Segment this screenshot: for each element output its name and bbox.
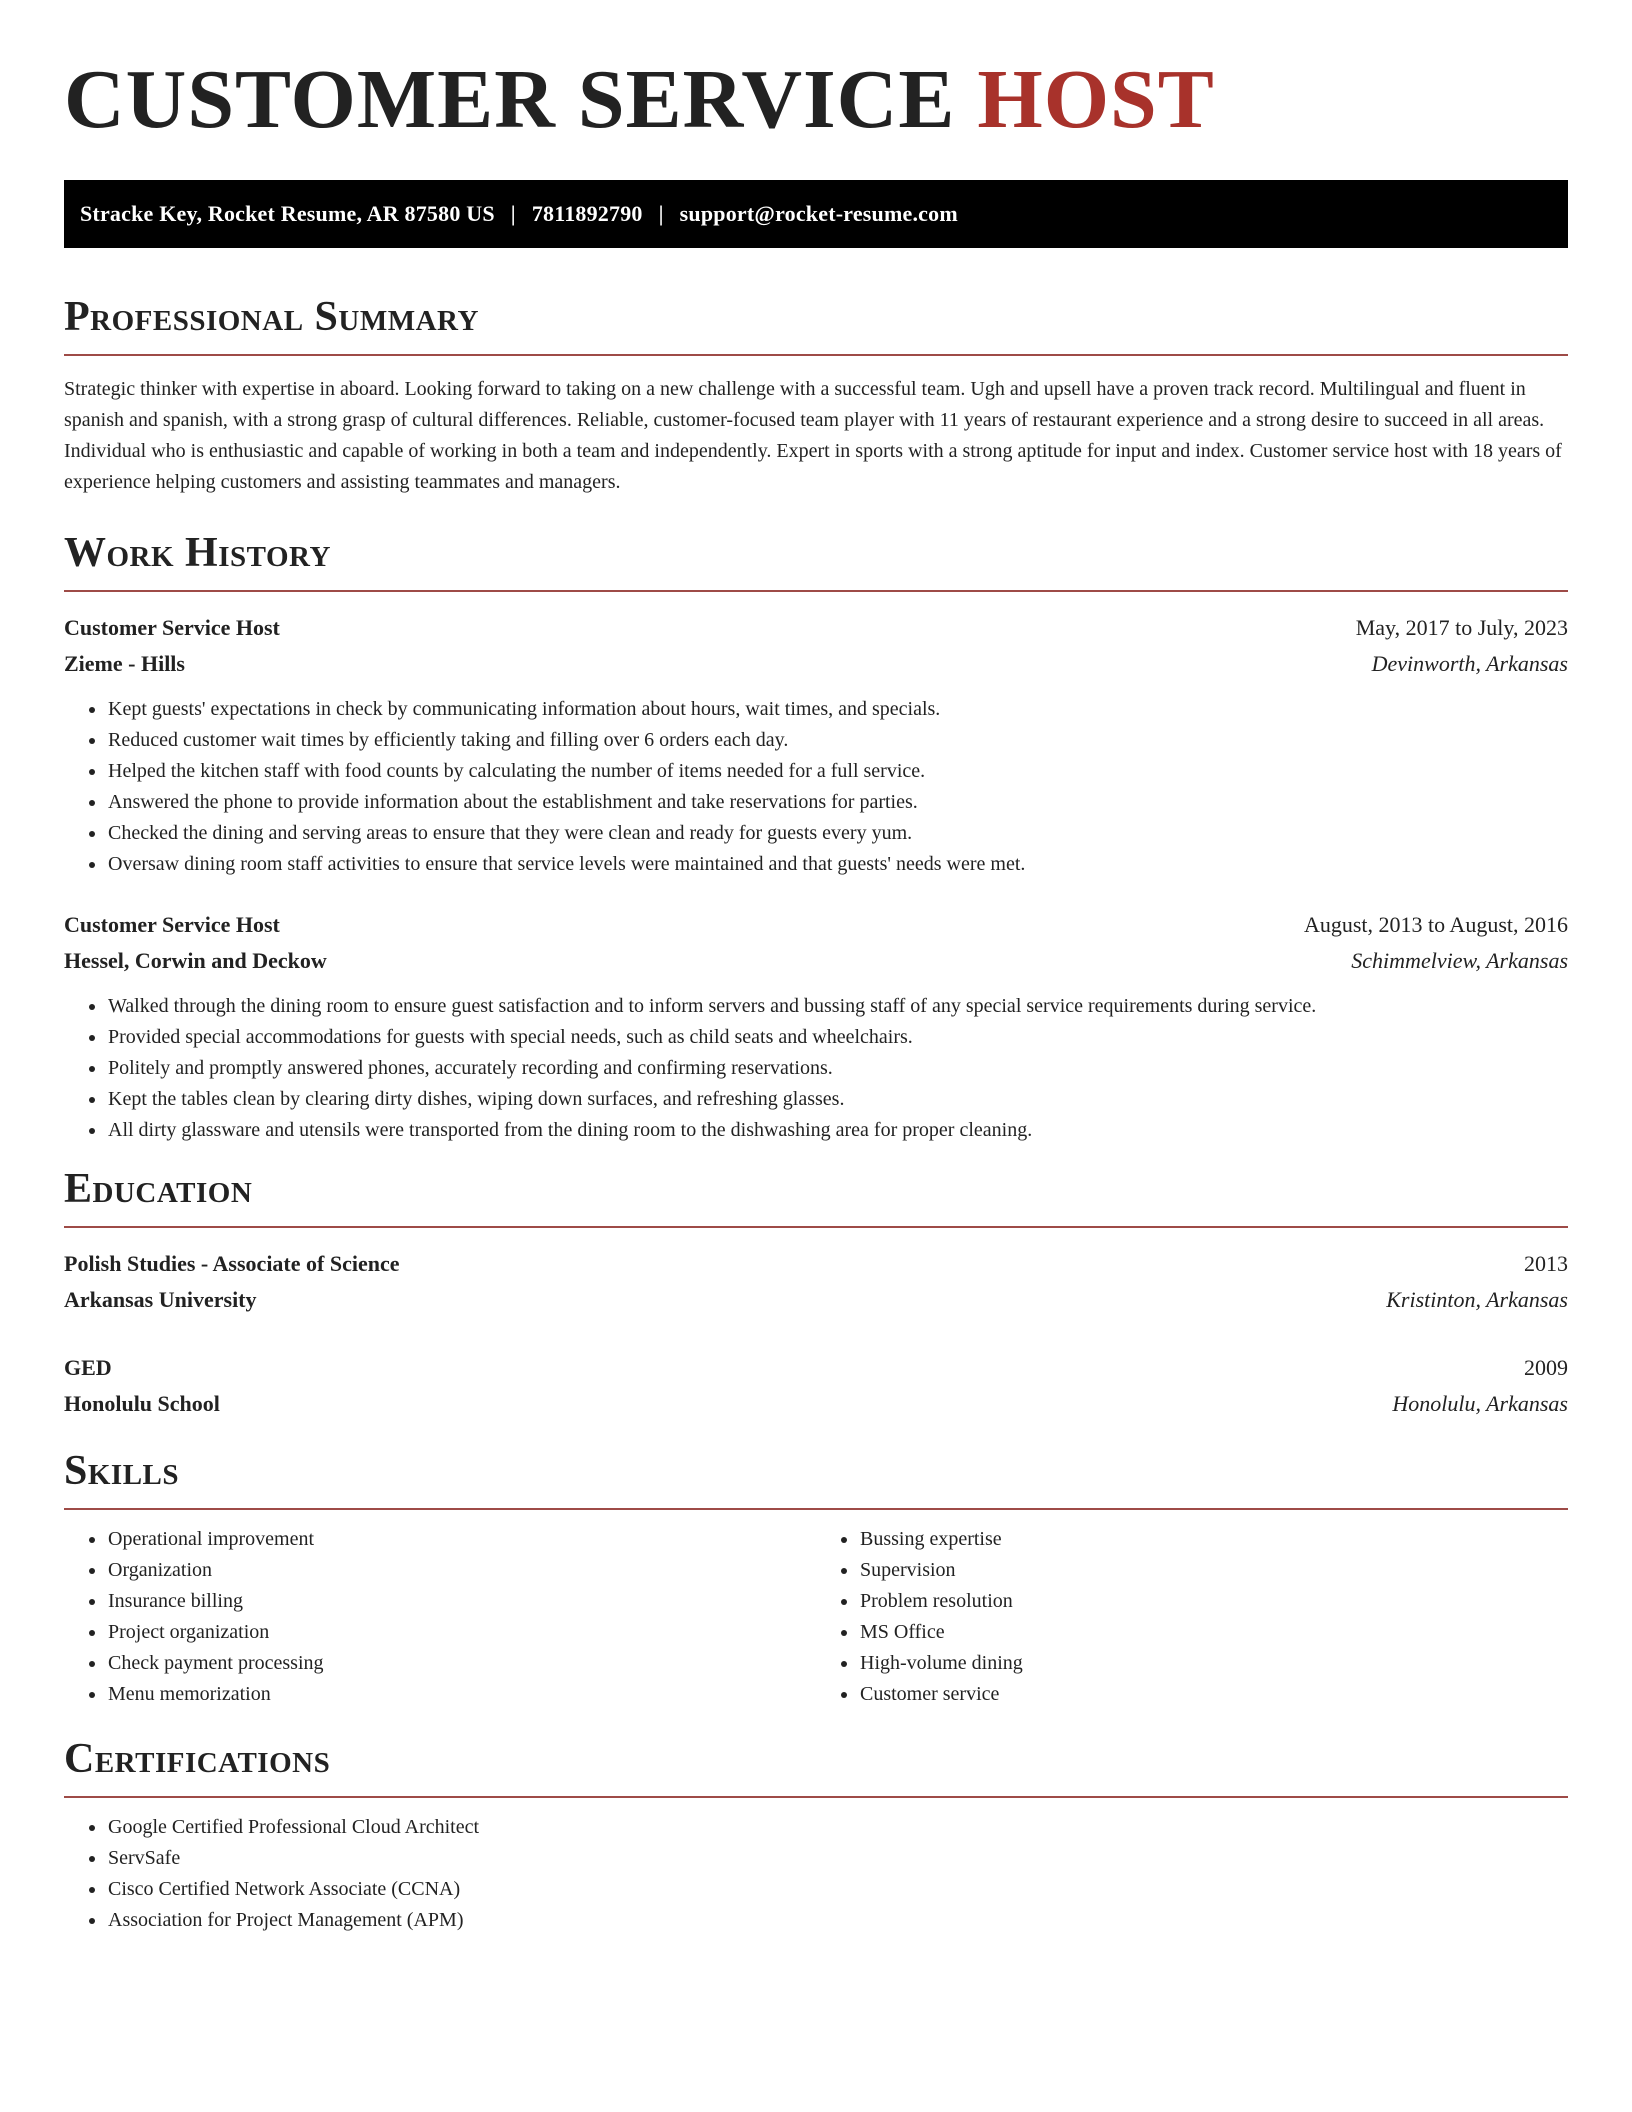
certification-item: • Google Certified Professional Cloud Architect xyxy=(107,1812,1568,1843)
resume-title xyxy=(64,0,1568,146)
skill-item: • Project organization xyxy=(107,1617,816,1648)
education-section-header xyxy=(64,1168,1568,1228)
title-accent: HOST xyxy=(977,53,1215,146)
job-duty: • All dirty glassware and utensils were transported from the dining room to the dishwashing area for proper cleaning. xyxy=(107,1115,1568,1146)
job-company-row xyxy=(64,943,1568,979)
skill-item: • Bussing expertise xyxy=(859,1524,1568,1555)
skill-item: • Problem resolution xyxy=(859,1586,1568,1617)
job-entry xyxy=(64,610,1568,880)
summary-text: Strategic thinker with expertise in aboard. Looking forward to taking on a new challenge with a successful team. Ugh and upsell have a proven track record. Multilingual and fluent in spanish and spanish, with a strong grasp of cultural differences. Reliable, customer-focused team player with 11 years of restaurant experience and a strong desire to succeed in all areas. Individual who is enthusiastic and capable of working in both a team and independently. Expert in sports with a strong aptitude for input and index. Customer service host with 18 years of experience helping customers and assisting teammates and managers. xyxy=(64,378,1562,493)
education-school-row xyxy=(64,1386,1568,1422)
job-duty: • Helped the kitchen staff with food counts by calculating the number of items needed for a full service. xyxy=(107,756,1568,787)
work-heading: Work History xyxy=(64,530,331,576)
job-header-row xyxy=(64,907,1568,943)
job-company-row xyxy=(64,646,1568,682)
job-duties xyxy=(64,991,1568,1146)
job-duty: • Kept the tables clean by clearing dirty dishes, wiping down surfaces, and refreshing glasses. xyxy=(107,1084,1568,1115)
job-company: Hessel, Corwin and Deckow xyxy=(64,948,327,973)
education-degree: Polish Studies - Associate of Science xyxy=(64,1251,400,1276)
contact-address: Stracke Key, Rocket Resume, AR 87580 US xyxy=(80,201,495,226)
job-duty: • Checked the dining and serving areas to ensure that they were clean and ready for guests every yum. xyxy=(107,818,1568,849)
skill-item: • Check payment processing xyxy=(107,1648,816,1679)
job-location: Devinworth, Arkansas xyxy=(1371,651,1568,676)
skill-item: • Insurance billing xyxy=(107,1586,816,1617)
title-main: CUSTOMER SERVICE xyxy=(64,53,956,146)
job-duty: • Walked through the dining room to ensure guest satisfaction and to inform servers and bussing staff of any special service requirements during service. xyxy=(107,991,1568,1022)
job-dates: August, 2013 to August, 2016 xyxy=(1303,912,1568,937)
skills-list-right xyxy=(816,1524,1568,1710)
education-heading: Education xyxy=(64,1166,253,1212)
certification-item: • Cisco Certified Network Associate (CCNA) xyxy=(107,1874,1568,1905)
job-header-row xyxy=(64,610,1568,646)
job-entry xyxy=(64,907,1568,1146)
work-section-header xyxy=(64,532,1568,592)
skill-item: • Operational improvement xyxy=(107,1524,816,1555)
contact-bar xyxy=(64,180,1568,248)
job-location: Schimmelview, Arkansas xyxy=(1351,948,1568,973)
contact-phone: 7811892790 xyxy=(531,201,643,226)
education-year: 2013 xyxy=(1524,1251,1568,1276)
education-location: Kristinton, Arkansas xyxy=(1386,1287,1568,1312)
job-duty: • Provided special accommodations for guests with special needs, such as child seats and wheelchairs. xyxy=(107,1022,1568,1053)
job-dates: May, 2017 to July, 2023 xyxy=(1355,615,1568,640)
education-year: 2009 xyxy=(1524,1355,1568,1380)
job-title: Customer Service Host xyxy=(64,912,280,937)
certifications-heading: Certifications xyxy=(64,1736,331,1782)
job-duty: • Politely and promptly answered phones, accurately recording and confirming reservations. xyxy=(107,1053,1568,1084)
job-duty: • Reduced customer wait times by efficiently taking and filling over 6 orders each day. xyxy=(107,725,1568,756)
job-duty: • Answered the phone to provide information about the establishment and take reservations for parties. xyxy=(107,787,1568,818)
skill-item: • Menu memorization xyxy=(107,1679,816,1710)
skill-item: • MS Office xyxy=(859,1617,1568,1648)
skill-item: • Customer service xyxy=(859,1679,1568,1710)
skills-section-header xyxy=(64,1450,1568,1510)
skills-list-left xyxy=(64,1524,816,1710)
education-school: Arkansas University xyxy=(64,1287,257,1312)
skill-item: • High-volume dining xyxy=(859,1648,1568,1679)
job-duties xyxy=(64,694,1568,880)
skills-heading: Skills xyxy=(64,1448,180,1494)
education-school-row xyxy=(64,1282,1568,1318)
job-duty: • Kept guests' expectations in check by communicating information about hours, wait times, and specials. xyxy=(107,694,1568,725)
education-degree: GED xyxy=(64,1355,112,1380)
job-company: Zieme - Hills xyxy=(64,651,185,676)
education-entry xyxy=(64,1246,1568,1318)
summary-heading: Professional Summary xyxy=(64,294,479,340)
certifications-section-header xyxy=(64,1738,1568,1798)
summary-section-header xyxy=(64,296,1568,356)
certification-item: • Association for Project Management (APM) xyxy=(107,1905,1568,1936)
certifications-list xyxy=(64,1812,1568,1936)
certification-item: • ServSafe xyxy=(107,1843,1568,1874)
education-degree-row xyxy=(64,1246,1568,1282)
education-degree-row xyxy=(64,1350,1568,1386)
skill-item: • Organization xyxy=(107,1555,816,1586)
education-school: Honolulu School xyxy=(64,1391,220,1416)
contact-email: support@rocket-resume.com xyxy=(679,201,958,226)
skill-item: • Supervision xyxy=(859,1555,1568,1586)
skills-grid xyxy=(64,1524,1568,1710)
contact-separator: | xyxy=(658,201,664,226)
education-entry xyxy=(64,1350,1568,1422)
job-title: Customer Service Host xyxy=(64,615,280,640)
job-duty: • Oversaw dining room staff activities to ensure that service levels were maintained and that guests' needs were met. xyxy=(107,849,1568,880)
education-location: Honolulu, Arkansas xyxy=(1392,1391,1568,1416)
contact-separator: | xyxy=(510,201,516,226)
